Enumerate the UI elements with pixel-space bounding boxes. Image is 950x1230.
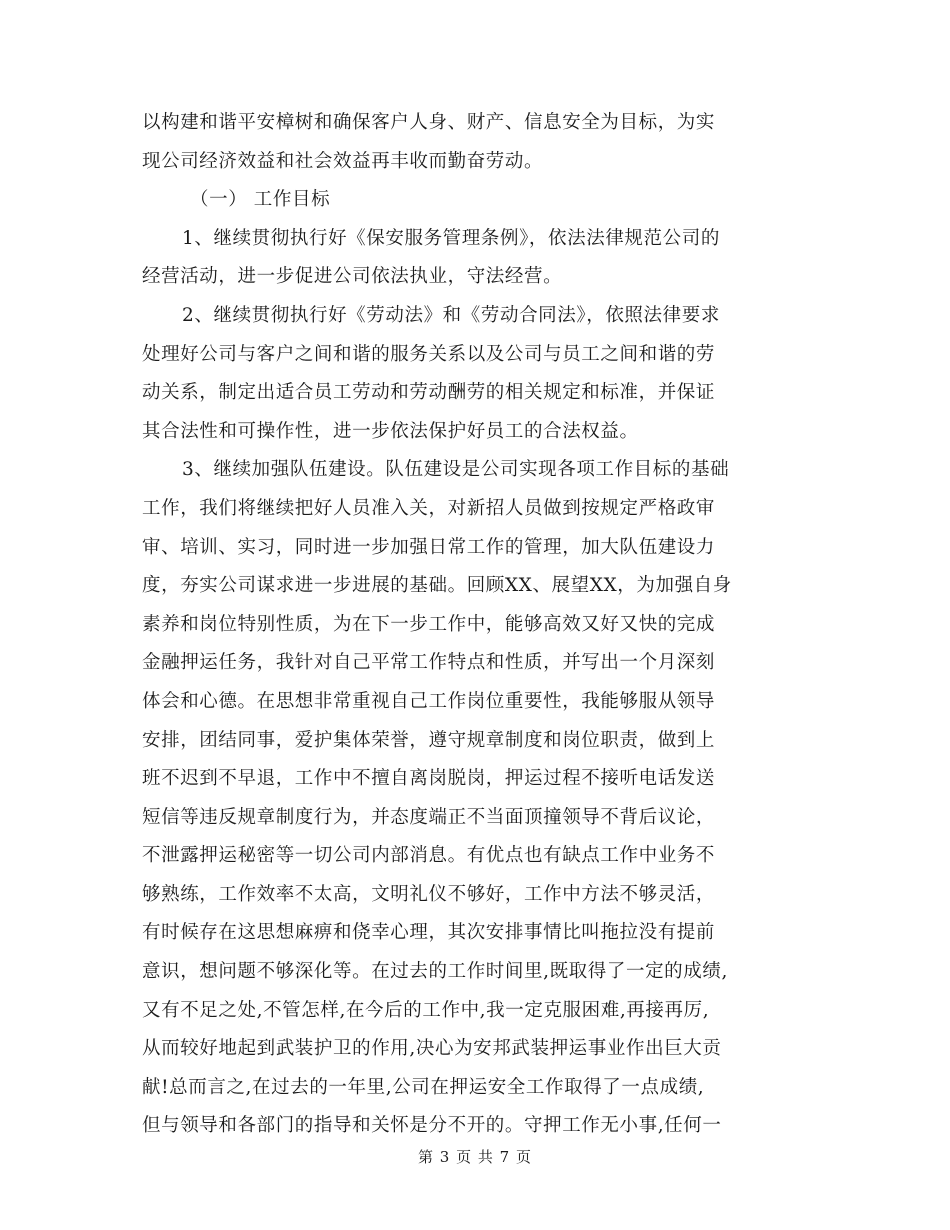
- text-line: 从而较好地起到武装护卫的作用,决心为安邦武装押运事业作出巨大贡: [142, 1038, 722, 1060]
- text-line: 1、继续贯彻执行好《保安服务管理条例》，依法法律规范公司的: [182, 227, 720, 249]
- text-line: 有时候存在这思想麻痹和侥幸心理，其次安排事情比叫拖拉没有提前: [142, 922, 716, 944]
- text-line: 3、继续加强队伍建设。队伍建设是公司实现各项工作目标的基础: [182, 459, 730, 481]
- text-line: 素养和岗位特别性质，为在下一步工作中，能够高效又好又快的完成: [142, 613, 716, 635]
- text-line: 处理好公司与客户之间和谐的服务关系以及公司与员工之间和谐的劳: [142, 343, 716, 365]
- text-line: 金融押运任务，我针对自己平常工作特点和性质，并写出一个月深刻: [142, 652, 716, 674]
- text-line: 意识，想问题不够深化等。在过去的工作时间里,既取得了一定的成绩,: [142, 961, 728, 983]
- page-number-footer: 第 3 页 共 7 页: [418, 1148, 532, 1166]
- document-body: [142, 104, 812, 1146]
- text-line: 又有不足之处,不管怎样,在今后的工作中,我一定克服困难,再接再厉,: [142, 999, 710, 1021]
- text-line: 2、继续贯彻执行好《劳动法》和《劳动合同法》，依照法律要求: [182, 304, 720, 326]
- text-line: 够熟练，工作效率不太高，文明礼仪不够好，工作中方法不够灵活，: [142, 883, 716, 905]
- text-line: 短信等违反规章制度行为，并态度端正不当面顶撞领导不背后议论，: [142, 806, 716, 828]
- text-line: 经营活动，进一步促进公司依法执业，守法经营。: [142, 266, 563, 288]
- text-line: 现公司经济效益和社会效益再丰收而勤奋劳动。: [142, 150, 544, 172]
- text-line: 献!总而言之,在过去的一年里,公司在押运安全工作取得了一点成绩,: [142, 1076, 705, 1098]
- text-line: 动关系，制定出适合员工劳动和劳动酬劳的相关规定和标准，并保证: [142, 382, 716, 404]
- text-line: 班不迟到不早退，工作中不擅自离岗脱岗，押运过程不接听电话发送: [142, 768, 716, 790]
- text-line: 审、培训、实习，同时进一步加强日常工作的管理，加大队伍建设力: [142, 536, 716, 558]
- text-line: 安排，团结同事，爱护集体荣誉，遵守规章制度和岗位职责，做到上: [142, 729, 716, 751]
- text-line: 度，夯实公司谋求进一步进展的基础。回顾XX、展望XX，为加强自身: [142, 575, 732, 597]
- text-line: 以构建和谐平安樟树和确保客户人身、财产、信息安全为目标，为实: [142, 112, 716, 133]
- text-line: 体会和心德。在思想非常重视自己工作岗位重要性，我能够服从领导: [142, 690, 716, 712]
- text-line: 工作，我们将继续把好人员准入关，对新招人员做到按规定严格政审: [142, 497, 716, 519]
- section-heading: （一） 工作目标: [190, 189, 331, 211]
- text-line: 但与领导和各部门的指导和关怀是分不开的。守押工作无小事,任何一: [142, 1115, 722, 1137]
- text-line: 其合法性和可操作性，进一步依法保护好员工的合法权益。: [142, 420, 639, 442]
- text-line: 不泄露押运秘密等一切公司内部消息。有优点也有缺点工作中业务不: [142, 845, 716, 867]
